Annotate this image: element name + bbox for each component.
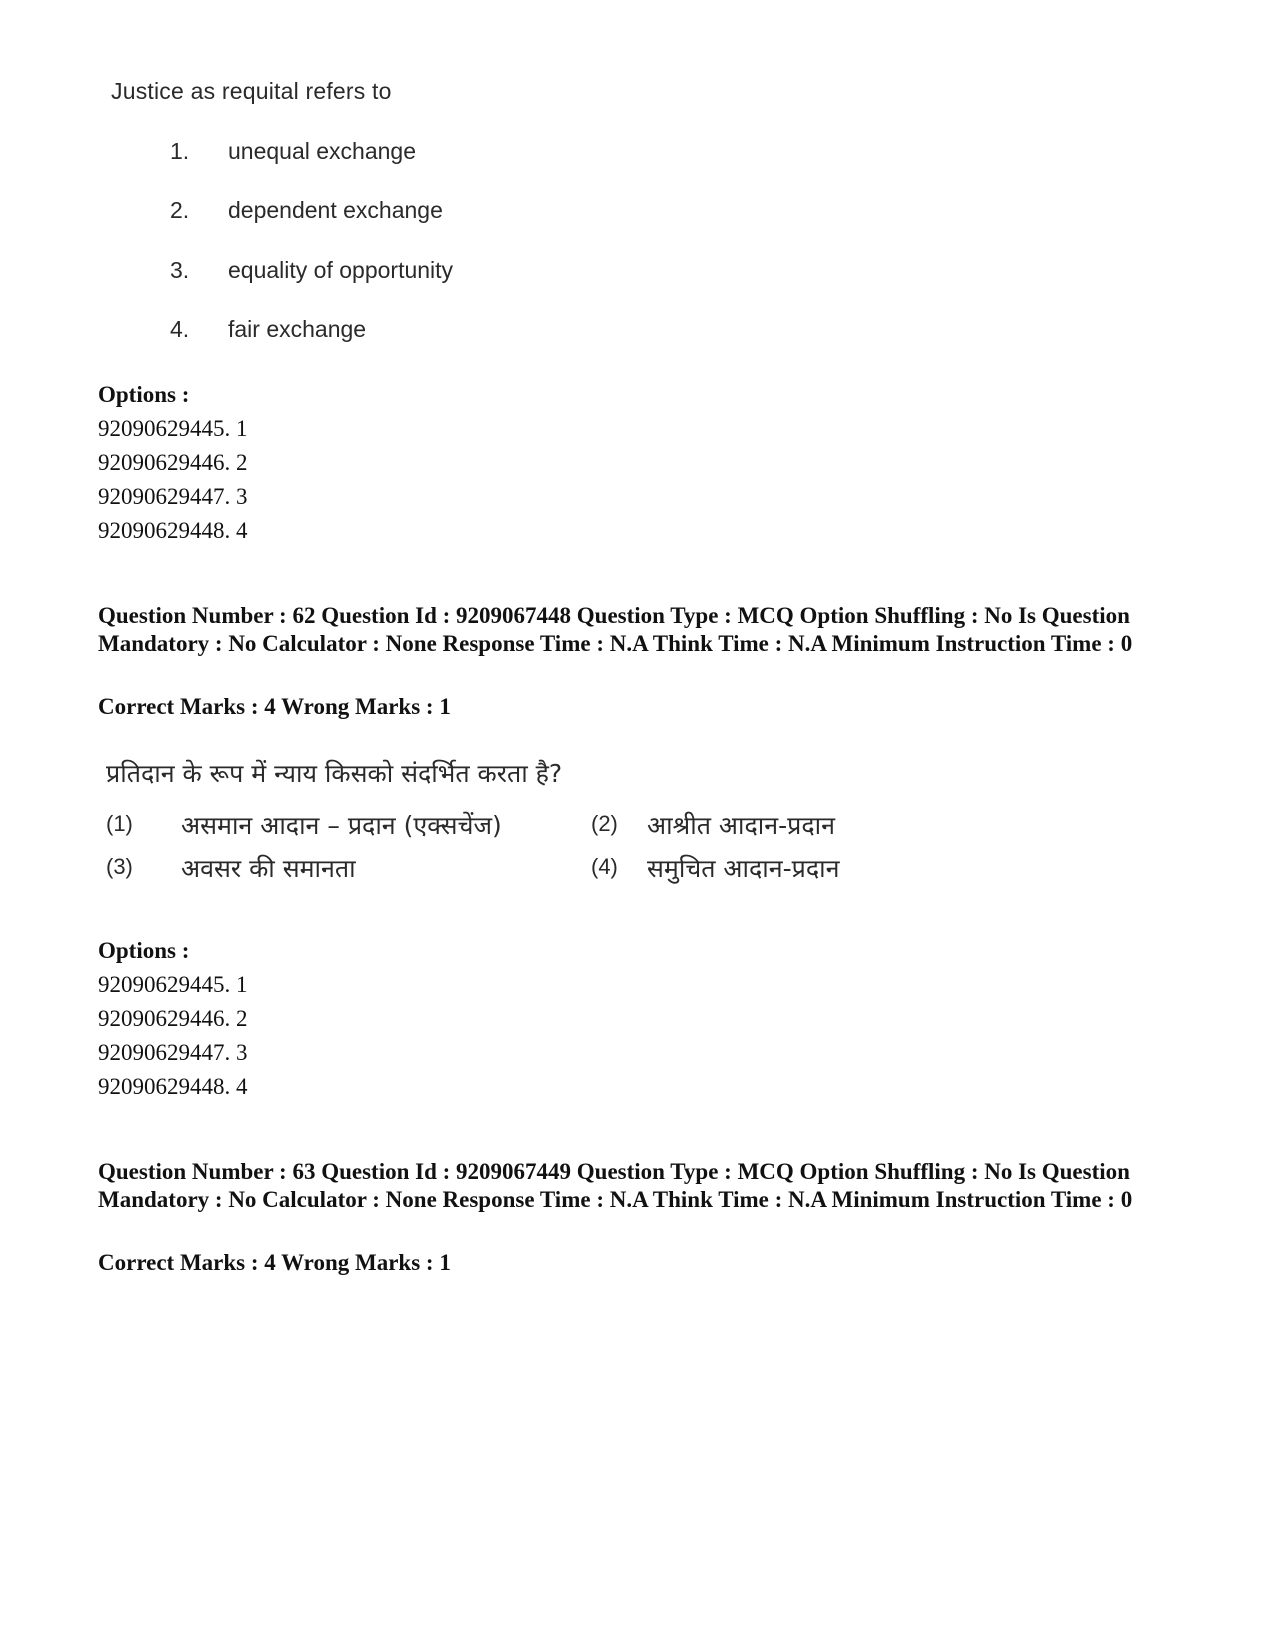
option-id-line: 92090629445. 1 <box>98 972 248 997</box>
question-option-hi <box>591 808 835 842</box>
option-text: अवसर की समानता <box>181 854 356 883</box>
option-number: 2. <box>170 197 190 223</box>
option-id-line: 92090629445. 1 <box>98 416 248 441</box>
option-number: (1) <box>106 811 133 836</box>
option-id-line: 92090629446. 2 <box>98 450 248 475</box>
question-marks: Correct Marks : 4 Wrong Marks : 1 <box>98 694 451 719</box>
option-id-line: 92090629447. 3 <box>98 484 248 509</box>
option-text: समुचित आदान-प्रदान <box>647 854 840 883</box>
question-option-en <box>170 316 366 343</box>
question-meta: Question Number : 62 Question Id : 9209067448 Question Type : MCQ Option Shuffling : No Is Question Mandatory : No Calculator : None Response Time : N.A Think Time : N.A Minimum Instruction Time : 0 <box>98 603 1133 656</box>
option-number: (2) <box>591 811 618 836</box>
question-marks: Correct Marks : 4 Wrong Marks : 1 <box>98 1250 451 1275</box>
option-text: fair exchange <box>228 316 367 342</box>
option-text: असमान आदान – प्रदान (एक्सचेंज) <box>181 811 502 840</box>
option-number: 4. <box>170 316 190 342</box>
option-number: (4) <box>591 854 618 879</box>
option-text: आश्रीत आदान-प्रदान <box>647 811 835 840</box>
question-option-en <box>170 138 416 165</box>
option-id-line: 92090629448. 4 <box>98 1074 248 1099</box>
question-option-en <box>170 257 453 284</box>
question-option-hi <box>591 851 839 885</box>
option-text: equality of opportunity <box>228 257 454 283</box>
options-heading: Options : <box>98 382 190 407</box>
option-id-line: 92090629447. 3 <box>98 1040 248 1065</box>
option-number: (3) <box>106 854 133 879</box>
options-heading: Options : <box>98 938 190 963</box>
option-id-line: 92090629446. 2 <box>98 1006 248 1031</box>
option-number: 1. <box>170 138 190 164</box>
option-text: dependent exchange <box>228 197 443 223</box>
question-stem-hi: प्रतिदान के रूप में न्याय किसको संदर्भित करता है? <box>106 759 563 788</box>
question-stem-en: Justice as requital refers to <box>111 78 392 104</box>
question-option-en <box>170 197 443 224</box>
question-meta: Question Number : 63 Question Id : 9209067449 Question Type : MCQ Option Shuffling : No Is Question Mandatory : No Calculator : None Response Time : N.A Think Time : N.A Minimum Instruction Time : 0 <box>98 1159 1133 1212</box>
question-option-hi <box>106 851 356 885</box>
option-id-line: 92090629448. 4 <box>98 518 248 543</box>
option-text: unequal exchange <box>228 138 416 164</box>
question-option-hi <box>106 808 502 842</box>
option-number: 3. <box>170 257 190 283</box>
